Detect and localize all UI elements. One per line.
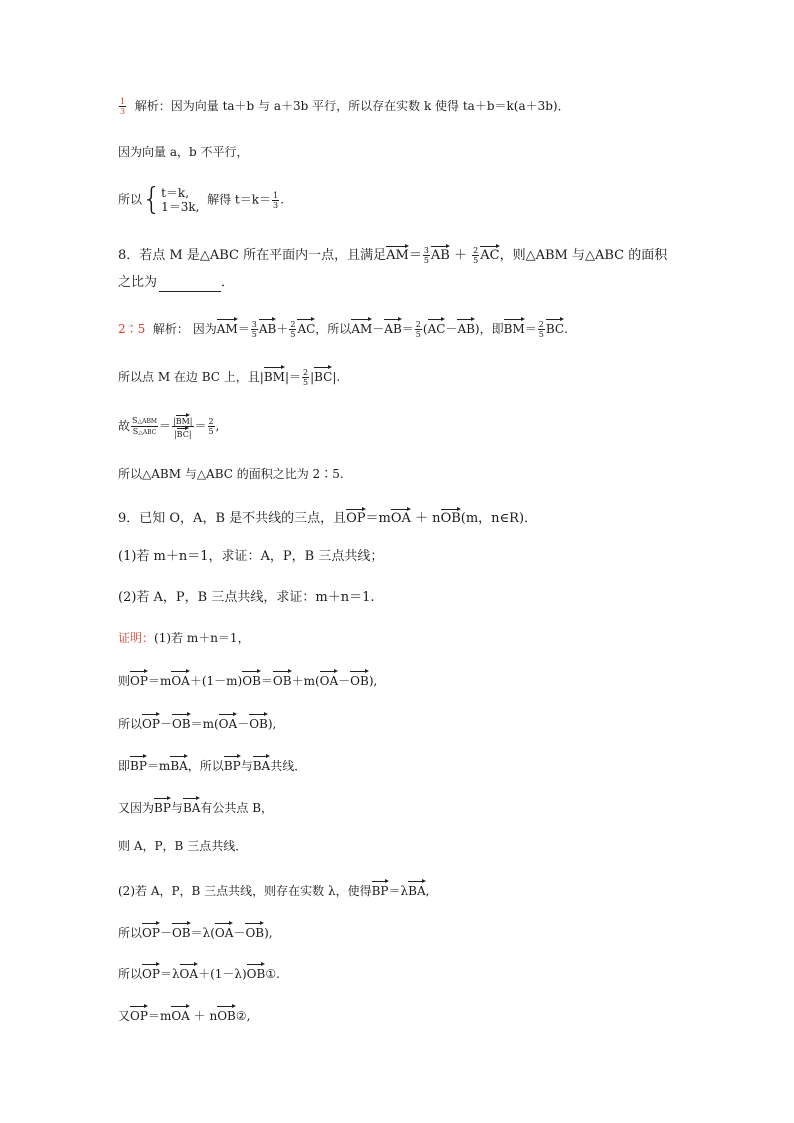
question-9-stem: 9．已知 O，A，B 是不共线的三点，且OP＝mOA ＋ nOB(m，n∈R)． <box>118 508 537 527</box>
solution-8-line-3: 故 $\frac{\text{S△ABM}}{\text{S△ABC}}$ ＝ $\frac{|BM|}{|BC|}$ ＝ $\frac{2}{5}$ , <box>118 416 220 439</box>
solution-line: 因为向量 a，b 不平行， <box>118 145 249 159</box>
question-8-blank-line: 之比为 ． <box>118 275 235 290</box>
solution-8-conclusion: 所以△ABM 与△ABC 的面积之比为 2∶5. <box>118 467 344 481</box>
question-9-part-1: (1)若 m＋n＝1，求证：A，P，B 三点共线； <box>118 549 384 564</box>
answer-fraction: $\frac{1}{3}$ <box>120 97 126 116</box>
proof-line-1: 则OP＝mOA＋(1－m)OB＝OB＋m(OA－OB), <box>118 670 377 689</box>
brace-symbol: { <box>142 182 162 217</box>
answer-line-8: 2∶5 解析： 因为AM＝ $\frac{3}{5}$ AB＋ $\frac{2}{5}$ AC，所以AM－AB＝ $\frac{2}{5}$ (AC－AB)，即BM＝ $\frac{2}{5}$ BC. <box>118 320 568 339</box>
proof-line-2: 所以OP－OB＝m(OA－OB), <box>118 713 276 732</box>
proof-line-5: 则 A，P，B 三点共线． <box>118 839 248 853</box>
proof-line-6: (2)若 A，P，B 三点共线，则存在实数 λ，使得BP＝λBA, <box>118 880 429 899</box>
solution-label: 解析： <box>134 99 171 113</box>
question-9-part-2: (2)若 A，P，B 三点共线，求证：m＋n＝1. <box>118 590 375 605</box>
answer-blank <box>159 275 221 292</box>
solution-text: 因为向量 ta＋b 与 a＋3b 平行，所以存在实数 k 使得 ta＋b＝k(a＋3b)． <box>170 99 570 113</box>
answer-8: 2∶5 <box>118 322 146 336</box>
question-8-stem: 8．若点 M 是△ABC 所在平面内一点，且满足AM＝ $\frac{3}{5}$ AB ＋ $\frac{2}{5}$ AC，则△ABM 与△ABC 的面积 <box>118 246 668 265</box>
answer-line-7 <box>118 97 570 116</box>
proof-line-7: 所以OP－OB＝λ(OA－OB), <box>118 922 273 941</box>
proof-line-4: 又因为BP与BA有公共点 B， <box>118 797 273 816</box>
proof-start: 证明：(1)若 m＋n＝1， <box>118 631 250 645</box>
proof-line-9: 又OP＝mOA ＋ nOB②, <box>118 1005 250 1024</box>
solution-8-line-2: 所以点 M 在边 BC 上，且|BM|＝ $\frac{2}{5}$ |BC|. <box>118 368 341 387</box>
proof-line-8: 所以OP＝λOA＋(1－λ)OB①. <box>118 963 280 982</box>
proof-line-3: 即BP＝mBA，所以BP与BA共线． <box>118 755 306 774</box>
solution-system-line: 所以{t＝k, 1＝3k, 解得 t＝k＝ $\frac{1}{3}$ . <box>118 182 284 217</box>
proof-label: 证明： <box>118 631 155 645</box>
